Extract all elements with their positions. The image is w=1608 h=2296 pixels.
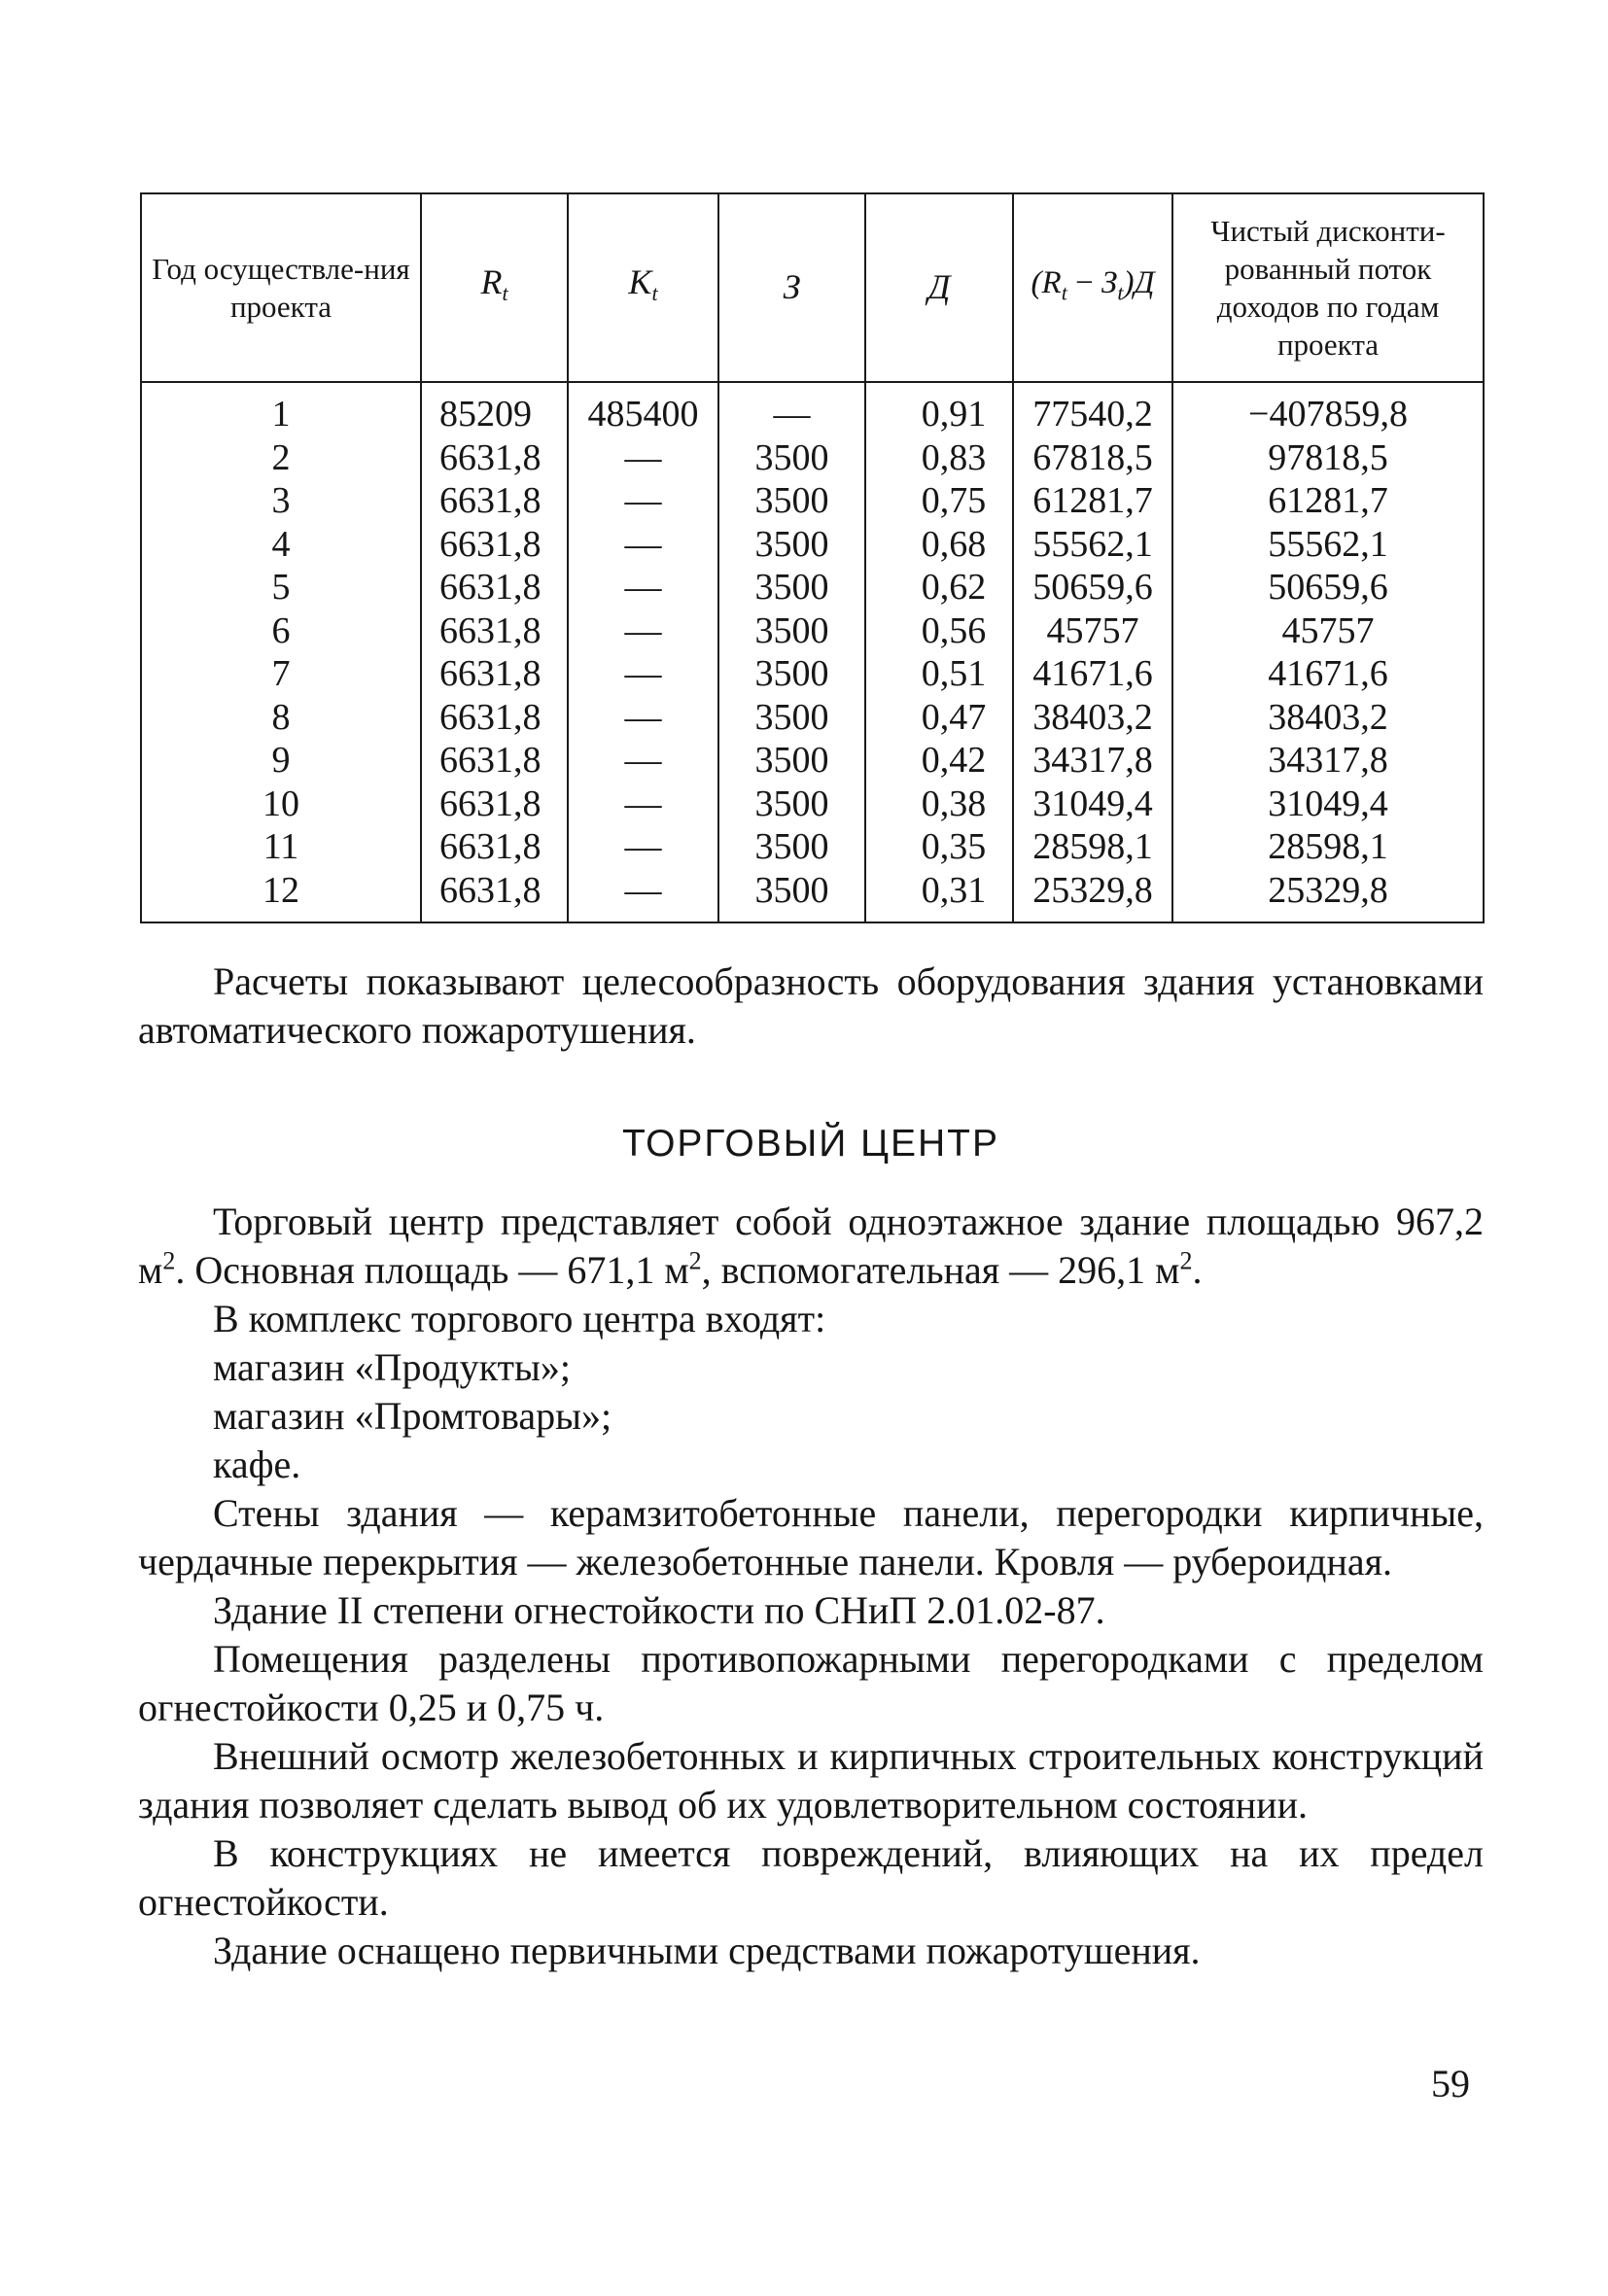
table-row (141, 739, 1484, 783)
cell-rz: 28598,1 (1013, 825, 1172, 869)
cell-k: — (568, 739, 718, 783)
cell-net: 25329,8 (1172, 869, 1484, 923)
cell-k: — (568, 523, 718, 567)
header-year: Год осуществле-ния проекта (141, 193, 421, 382)
cell-net: 28598,1 (1172, 825, 1484, 869)
cell-r: 85209 (421, 382, 568, 436)
cell-z: 3500 (718, 739, 865, 783)
cell-year: 4 (141, 523, 421, 567)
body-text (138, 1198, 1484, 1975)
conclusion-text: Расчеты показывают целесообразность оборудования здания установками автоматического пожаротушения. (138, 959, 1484, 1052)
cell-r: 6631,8 (421, 609, 568, 653)
cell-r: 6631,8 (421, 825, 568, 869)
cell-rz: 55562,1 (1013, 523, 1172, 567)
cell-d: 0,47 (865, 696, 1013, 740)
cell-z: 3500 (718, 479, 865, 523)
complex-item-products: магазин «Продукты»; (213, 1345, 572, 1389)
cell-rz: 45757 (1013, 609, 1172, 653)
header-k: $K_t$ (568, 193, 718, 382)
cell-k: — (568, 609, 718, 653)
cell-z: 3500 (718, 825, 865, 869)
cell-rz: 25329,8 (1013, 869, 1172, 923)
cell-r: 6631,8 (421, 523, 568, 567)
cell-r: 6631,8 (421, 436, 568, 480)
cell-rz: 77540,2 (1013, 382, 1172, 436)
cell-k: — (568, 652, 718, 696)
cell-z: 3500 (718, 436, 865, 480)
cell-d: 0,38 (865, 783, 1013, 826)
cell-year: 12 (141, 869, 421, 923)
table-row (141, 479, 1484, 523)
cell-year: 9 (141, 739, 421, 783)
fire-degree-paragraph: Здание II степени огнестойкости по СНиП 2.01.02-87. (213, 1588, 1105, 1632)
cell-k: — (568, 479, 718, 523)
cell-rz: 41671,6 (1013, 652, 1172, 696)
cell-k: — (568, 783, 718, 826)
cell-rz: 31049,4 (1013, 783, 1172, 826)
table-row (141, 783, 1484, 826)
cell-rz: 38403,2 (1013, 696, 1172, 740)
cell-r: 6631,8 (421, 479, 568, 523)
cell-net: 38403,2 (1172, 696, 1484, 740)
cell-k: — (568, 436, 718, 480)
cell-z: 3500 (718, 783, 865, 826)
cell-r: 6631,8 (421, 566, 568, 609)
table-row (141, 523, 1484, 567)
cell-k: — (568, 696, 718, 740)
cell-net: 31049,4 (1172, 783, 1484, 826)
cell-net: 97818,5 (1172, 436, 1484, 480)
damage-paragraph: В конструкциях не имеется повреждений, влияющих на их предел огнестойкости. (138, 1831, 1484, 1924)
rooms-paragraph: Помещения разделены противопожарными перегородками с пределом огнестойкости 0,25 и 0,75 ч. (138, 1637, 1484, 1729)
header-rz: $(R_t - З_t)Д$ (1013, 193, 1172, 382)
cell-year: 3 (141, 479, 421, 523)
walls-paragraph: Стены здания — керамзитобетонные панели, перегородки кирпичные, чердачные перекрытия — железобетонные панели. Кровля — рубероидная. (138, 1491, 1484, 1583)
page-number: 59 (1431, 2062, 1470, 2105)
cell-k: — (568, 869, 718, 923)
cell-z: 3500 (718, 566, 865, 609)
cell-net: 41671,6 (1172, 652, 1484, 696)
cell-net: 61281,7 (1172, 479, 1484, 523)
cell-z: 3500 (718, 609, 865, 653)
cell-year: 2 (141, 436, 421, 480)
cell-z: 3500 (718, 652, 865, 696)
table-row (141, 566, 1484, 609)
cell-net: 55562,1 (1172, 523, 1484, 567)
cell-r: 6631,8 (421, 652, 568, 696)
cell-year: 11 (141, 825, 421, 869)
cell-z: — (718, 382, 865, 436)
cell-d: 0,51 (865, 652, 1013, 696)
cell-year: 7 (141, 652, 421, 696)
cell-d: 0,56 (865, 609, 1013, 653)
equipment-paragraph: Здание оснащено первичными средствами пожаротушения. (213, 1929, 1201, 1972)
table-row (141, 652, 1484, 696)
cell-z: 3500 (718, 869, 865, 923)
cell-d: 0,68 (865, 523, 1013, 567)
area-paragraph: Торговый центр представляет собой одноэтажное здание площадью 967,2 $м^2$. Основная площадь — 671,1 $м^2$, вспомогательная — 296,1 $м^2$. (138, 1200, 1484, 1292)
section-title: ТОРГОВЫЙ ЦЕНТР (622, 1123, 999, 1165)
table-header-row (141, 193, 1484, 382)
cell-z: 3500 (718, 696, 865, 740)
cell-z: 3500 (718, 523, 865, 567)
conclusion-block (138, 957, 1484, 1055)
cell-r: 6631,8 (421, 739, 568, 783)
complex-item-goods: магазин «Промтовары»; (213, 1394, 612, 1438)
table-row (141, 696, 1484, 740)
cell-net: 50659,6 (1172, 566, 1484, 609)
cell-rz: 50659,6 (1013, 566, 1172, 609)
header-z: З (718, 193, 865, 382)
cell-year: 10 (141, 783, 421, 826)
cell-d: 0,35 (865, 825, 1013, 869)
cell-year: 6 (141, 609, 421, 653)
cell-rz: 34317,8 (1013, 739, 1172, 783)
cell-net: 45757 (1172, 609, 1484, 653)
cell-year: 1 (141, 382, 421, 436)
cell-k: — (568, 566, 718, 609)
header-net-flow: Чистый дисконти-рованный поток доходов по годам проекта (1172, 193, 1484, 382)
cell-r: 6631,8 (421, 696, 568, 740)
cell-rz: 67818,5 (1013, 436, 1172, 480)
cell-r: 6631,8 (421, 783, 568, 826)
complex-item-cafe: кафе. (213, 1443, 301, 1486)
header-d: Д (865, 193, 1013, 382)
cell-d: 0,31 (865, 869, 1013, 923)
cell-net: 34317,8 (1172, 739, 1484, 783)
cell-k: 485400 (568, 382, 718, 436)
cell-year: 8 (141, 696, 421, 740)
inspection-paragraph: Внешний осмотр железобетонных и кирпичных строительных конструкций здания позволяет сделать вывод об их удовлетворительном состоянии. (138, 1734, 1484, 1826)
complex-paragraph: В комплекс торгового центра входят: (213, 1297, 826, 1340)
cell-rz: 61281,7 (1013, 479, 1172, 523)
cell-d: 0,75 (865, 479, 1013, 523)
cell-d: 0,83 (865, 436, 1013, 480)
table-row (141, 869, 1484, 923)
cell-d: 0,42 (865, 739, 1013, 783)
header-r: $R_t$ (421, 193, 568, 382)
cell-net: −407859,8 (1172, 382, 1484, 436)
cell-r: 6631,8 (421, 869, 568, 923)
cell-year: 5 (141, 566, 421, 609)
income-flow-table-wrap (140, 192, 1483, 923)
table-row (141, 609, 1484, 653)
cell-k: — (568, 825, 718, 869)
table-body (141, 382, 1484, 922)
table-row (141, 825, 1484, 869)
table-row (141, 436, 1484, 480)
table-row (141, 382, 1484, 436)
income-flow-table (140, 192, 1485, 923)
cell-d: 0,62 (865, 566, 1013, 609)
cell-d: 0,91 (865, 382, 1013, 436)
